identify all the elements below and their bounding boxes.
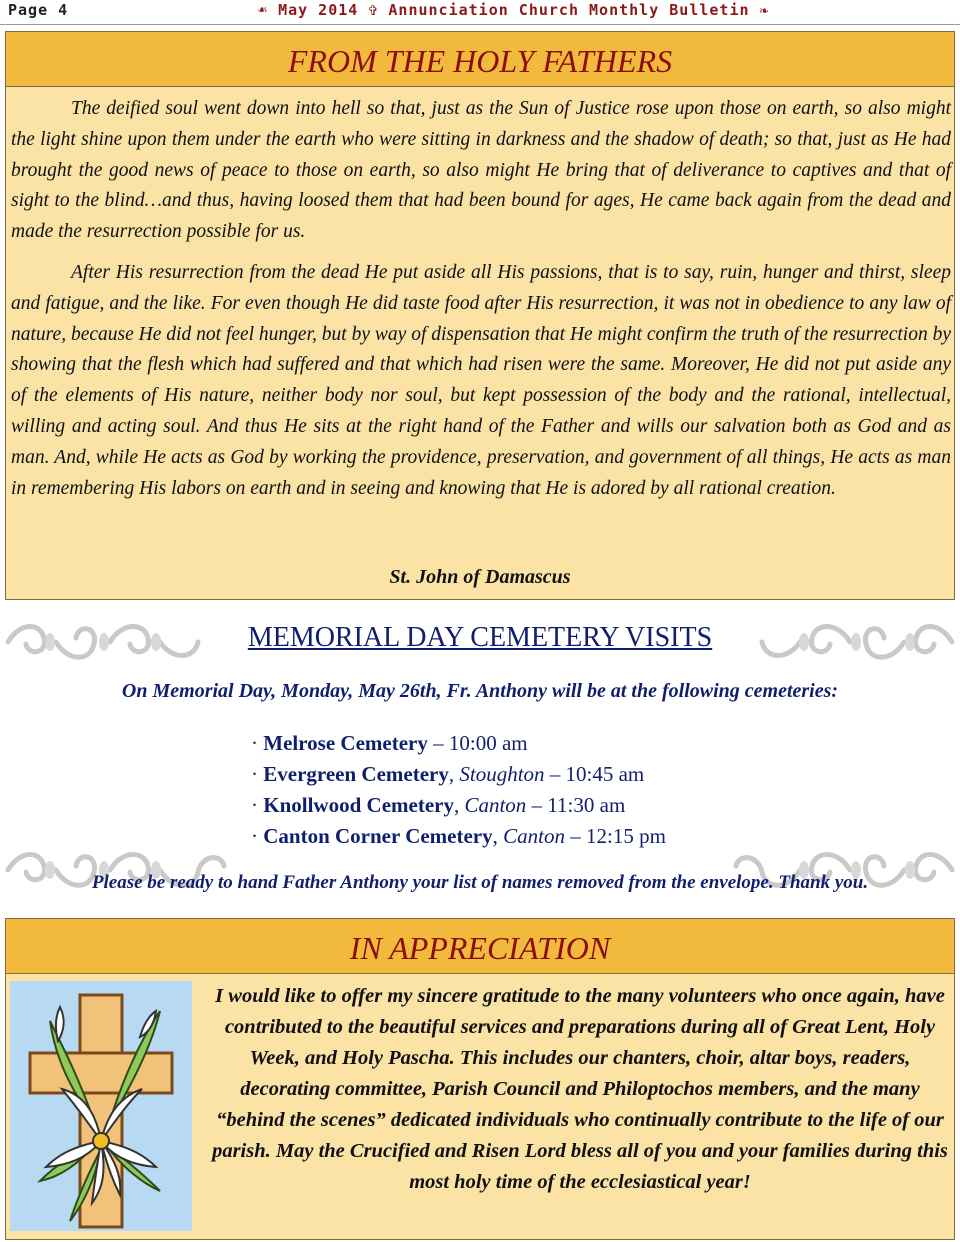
page-number: Page 4 (8, 1, 69, 19)
cemetery-name: Canton Corner Cemetery (263, 824, 493, 848)
list-item: · Knollwood Cemetery, Canton – 11:30 am (251, 793, 626, 817)
quote-paragraph-1-text: The deified soul went down into hell so that, just as the Sun of Justice rose upon those on earth, so also might the light shine upon them under the earth who were sitting in darkness and the shadow of death; so that, just as He had brought the good news of peace to those on earth, so also might He bring that of deliverance to captives and that of sight to the blind…and thus, having loosed them that had been bound for ages, He came back again from the dead and made the resurrection possible for us. (11, 98, 951, 243)
ornament-left-icon: ☙ (258, 1, 279, 19)
list-item: · Evergreen Cemetery, Stoughton – 10:45 am (251, 762, 645, 786)
memorial-heading: MEMORIAL DAY CEMETERY VISITS (247, 622, 713, 653)
cross-with-lily-icon (10, 981, 192, 1231)
cemetery-town: Stoughton (459, 762, 545, 786)
quote-paragraph-1 (11, 94, 951, 248)
list-item: · Melrose Cemetery – 10:00 am (251, 731, 528, 755)
cemetery-town: Canton (503, 824, 565, 848)
page-header (0, 0, 960, 22)
appreciation-heading-bar (6, 919, 954, 974)
cemetery-name: Melrose Cemetery (263, 731, 428, 755)
quote-paragraph-2 (11, 258, 951, 504)
cemetery-time: 10:45 am (565, 762, 645, 786)
cemetery-time: 12:15 pm (585, 824, 666, 848)
quote-signature: St. John of Damascus (389, 566, 571, 588)
cemetery-list (251, 728, 666, 852)
ornament-right-icon: ❧ (749, 1, 770, 19)
appreciation-box (5, 918, 955, 1240)
bulletin-title (258, 1, 770, 19)
header-divider (0, 24, 960, 25)
cemetery-time: 11:30 am (547, 793, 626, 817)
bulletin-title-text: May 2014 ✞ Annunciation Church Monthly Bulletin (278, 1, 750, 19)
list-item: · Canton Corner Cemetery, Canton – 12:15 pm (251, 824, 666, 848)
quote-paragraph-2-text: After His resurrection from the dead He put aside all His passions, that is to say, ruin, hunger and thirst, sleep and fatigue, and the like. For even though He did taste food after His resurrection, it was not in obedience to any law of nature, because He did not feel hunger, but by way of dispensation that He might confirm the truth of the resurrection by showing that the flesh which had suffered and that which had risen were the same. Moreover, He did not put aside any of the elements of His nature, neither body nor soul, but kept possession of the body and the rational, intellectual, willing and acting soul. And thus He sits at the right hand of the Father and wills our salvation both as God and as man. And, while He acts as God by working the providence, preservation, and government of all things, He acts as man in remembering His labors on earth and in seeing and knowing that He is adored by all rational creation. (11, 262, 951, 499)
memorial-note: Please be ready to hand Father Anthony your list of names removed from the envelope. Thank you. (91, 872, 869, 893)
cemetery-name: Evergreen Cemetery (263, 762, 449, 786)
cemetery-name: Knollwood Cemetery (263, 793, 454, 817)
memorial-intro: On Memorial Day, Monday, May 26th, Fr. Anthony will be at the following cemeteries: (121, 680, 839, 702)
cemetery-time: 10:00 am (448, 731, 528, 755)
cemetery-town: Canton (464, 793, 527, 817)
appreciation-heading: IN APPRECIATION (349, 930, 611, 966)
appreciation-text: I would like to offer my sincere gratitude to the many volunteers who once again, have contributed to the beautiful services and preparations during all of Great Lent, Holy Week, and Holy Pascha. This includes our chanters, choir, altar boys, readers, decorating committee, Parish Council and Philoptochos members, and the many “behind the scenes” dedicated individuals who continually contribute to the life of our parish. May the Crucified and Risen Lord bless all of you and your families during this most holy time of the ecclesiastical year! (212, 985, 948, 1193)
holy-fathers-heading-bar (6, 32, 954, 87)
holy-fathers-box (5, 31, 955, 600)
holy-fathers-heading: FROM THE HOLY FATHERS (287, 43, 673, 79)
